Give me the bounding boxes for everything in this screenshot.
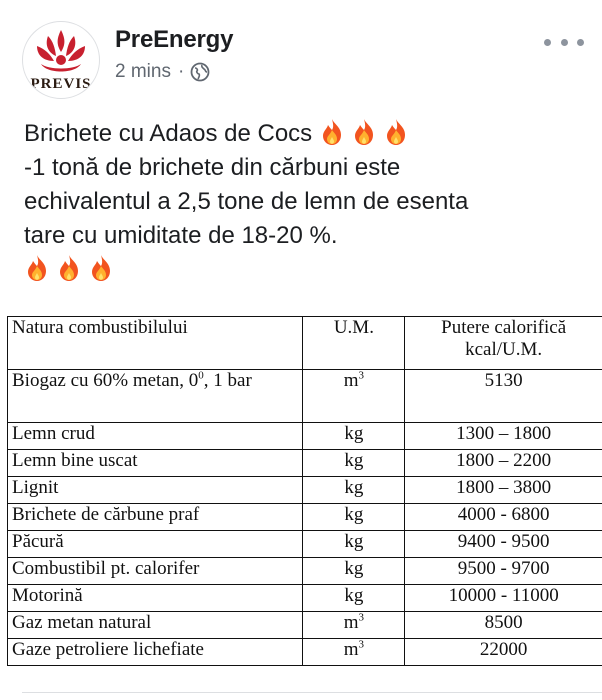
more-dot-icon	[544, 39, 551, 46]
value-cell: 8500	[405, 612, 602, 639]
value-cell: 1800 – 3800	[405, 477, 602, 504]
fire-emoji-icon	[351, 118, 378, 146]
post-header	[0, 0, 602, 100]
unit-cell: kg	[303, 450, 405, 477]
value-cell: 5130	[405, 370, 602, 423]
page-name-link[interactable]: PreEnergy	[115, 26, 234, 53]
table-row	[8, 558, 602, 585]
more-dot-icon	[577, 39, 584, 46]
fuel-cell: Păcură	[8, 531, 303, 558]
unit-cell: $m^3$	[303, 639, 405, 666]
post-text-line: echivalentul a 2,5 tone de lemn de esenta	[24, 188, 469, 215]
fire-emoji-icon	[24, 254, 51, 282]
table-row	[8, 531, 602, 558]
logo-text: PREVIS	[30, 76, 92, 92]
unit-cell: $m^3$	[303, 370, 405, 423]
fuel-cell: Gaze petroliere lichefiate	[8, 639, 303, 666]
header-calorific-value: Putere calorifică kcal/U.M.	[405, 317, 602, 370]
post-text-line: -1 tonă de brichete din cărbuni este	[24, 154, 401, 181]
header-fuel: Natura combustibilului	[8, 317, 303, 370]
page-avatar[interactable]	[22, 21, 100, 99]
table-header-row	[8, 317, 602, 370]
unit-cell: kg	[303, 477, 405, 504]
value-cell: 1300 – 1800	[405, 423, 602, 450]
value-cell: 22000	[405, 639, 602, 666]
table-row	[8, 477, 602, 504]
post-text-line: tare cu umiditate de 18-20 %.	[24, 222, 338, 249]
meta-separator: ·	[177, 61, 185, 82]
unit-cell: kg	[303, 558, 405, 585]
fuel-cell: Lemn bine uscat	[8, 450, 303, 477]
header-unit: U.M.	[303, 317, 405, 370]
value-cell: 1800 – 2200	[405, 450, 602, 477]
post-timestamp[interactable]: 2 mins	[115, 61, 171, 82]
more-options-button[interactable]	[544, 28, 584, 56]
value-cell: 9400 - 9500	[405, 531, 602, 558]
fuel-cell: Combustibil pt. calorifer	[8, 558, 303, 585]
fire-emoji-icon	[383, 118, 410, 146]
fuel-cell: Lignit	[8, 477, 303, 504]
table-row	[8, 585, 602, 612]
fire-emoji-icon	[56, 254, 83, 282]
post-text	[24, 117, 584, 287]
table-row	[8, 450, 602, 477]
post-meta	[115, 61, 210, 83]
globe-icon[interactable]	[190, 62, 210, 82]
post-image[interactable]	[0, 296, 602, 680]
table-row	[8, 639, 602, 666]
table-row	[8, 423, 602, 450]
table-row	[8, 612, 602, 639]
fuel-cell: Motorină	[8, 585, 303, 612]
unit-cell: kg	[303, 585, 405, 612]
unit-cell: $m^3$	[303, 612, 405, 639]
fuel-cell: Gaz metan natural	[8, 612, 303, 639]
fuel-cell: Biogaz cu 60% metan, $0^0$, 1 bar	[8, 370, 303, 423]
fire-emoji-icon	[88, 254, 115, 282]
value-cell: 9500 - 9700	[405, 558, 602, 585]
unit-cell: kg	[303, 531, 405, 558]
unit-cell: kg	[303, 504, 405, 531]
table-row	[8, 370, 602, 423]
fuel-cell: Lemn crud	[8, 423, 303, 450]
more-dot-icon	[561, 39, 568, 46]
emoji-row	[24, 253, 584, 287]
table-row	[8, 504, 602, 531]
unit-cell: kg	[303, 423, 405, 450]
calorific-value-table	[7, 316, 602, 666]
fuel-cell: Brichete de cărbune praf	[8, 504, 303, 531]
value-cell: 4000 - 6800	[405, 504, 602, 531]
value-cell: 10000 - 11000	[405, 585, 602, 612]
post-divider	[22, 692, 602, 693]
post-text-line: Brichete cu Adaos de Cocs	[24, 117, 584, 151]
fire-emoji-icon	[319, 118, 346, 146]
